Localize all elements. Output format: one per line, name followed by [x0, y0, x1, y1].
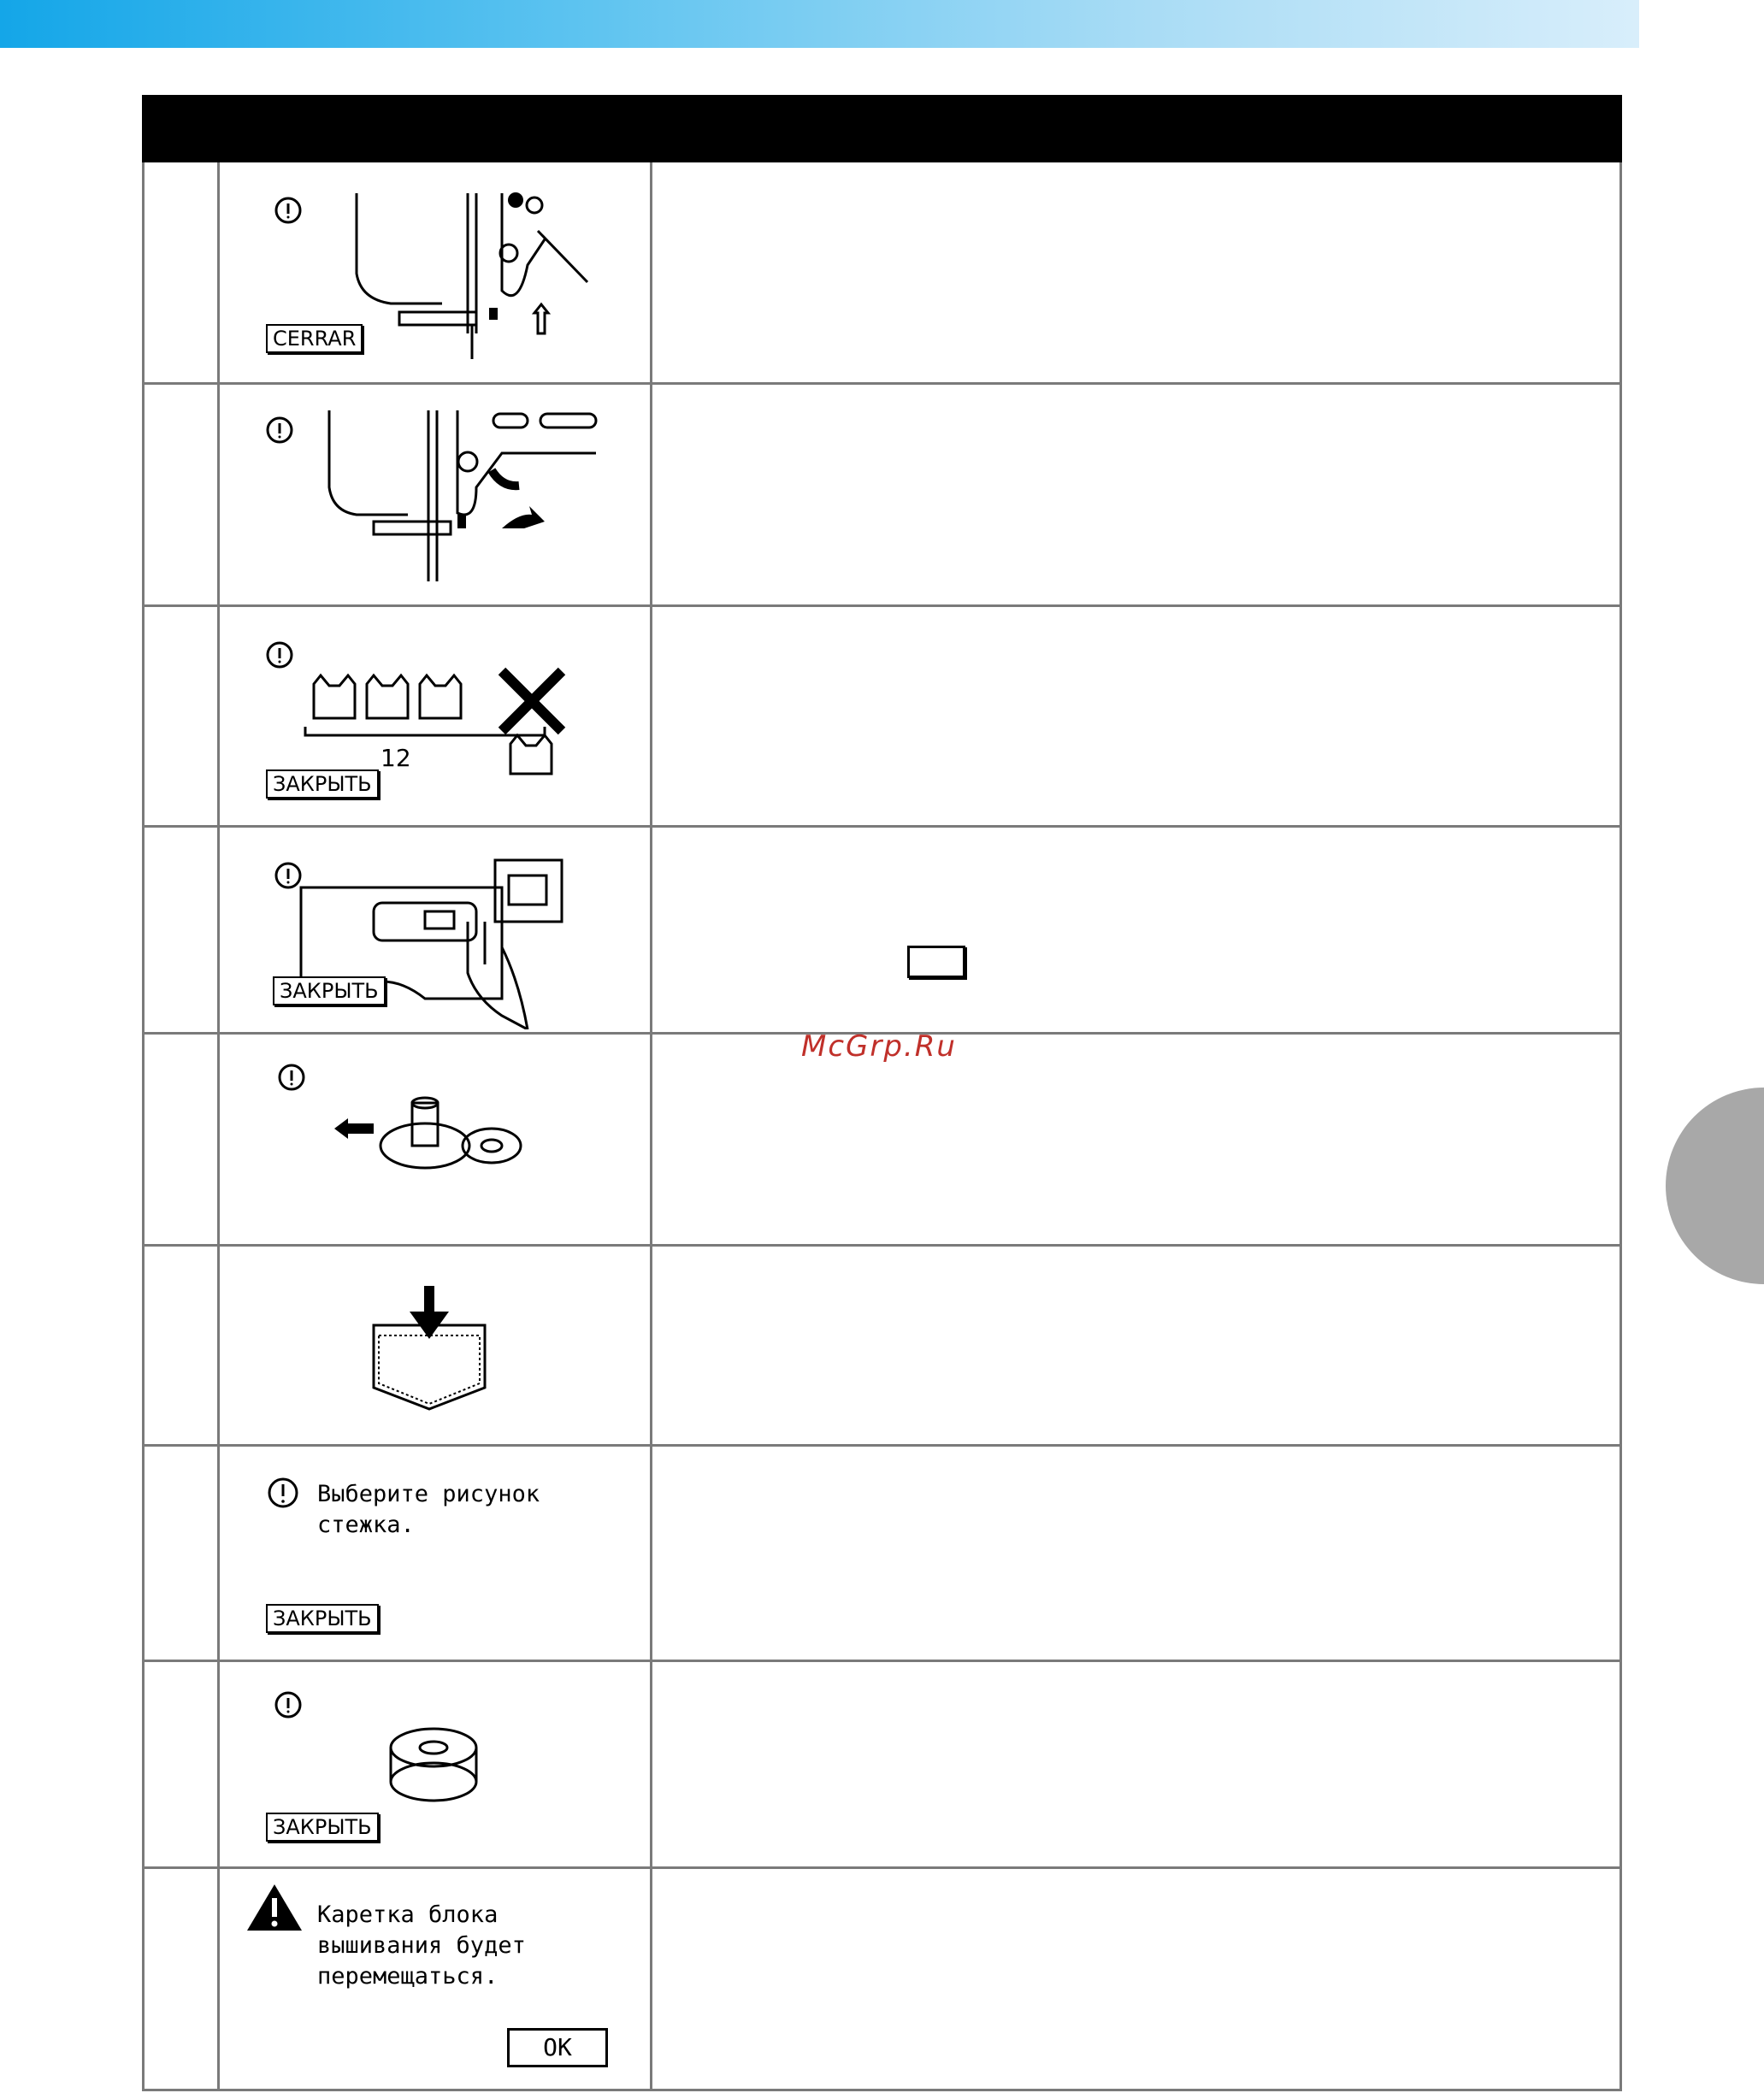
- table-header: [144, 97, 1621, 162]
- pocket-icon: [374, 1286, 485, 1409]
- table-row: [144, 1868, 1621, 2090]
- screen-message: Каретка блока вышивания будет перемещаться.: [317, 1901, 526, 1990]
- chapter-tab: [1666, 1088, 1764, 1284]
- explanation-cell: [652, 1661, 1621, 1868]
- screen-message: Выберите рисунок стежка.: [317, 1481, 540, 1538]
- row-number-cell: [144, 1034, 219, 1246]
- table-row: [144, 162, 1621, 384]
- explanation-cell: [652, 606, 1621, 827]
- header-cell-message: [219, 97, 652, 162]
- explanation-cell: [652, 1246, 1621, 1446]
- watermark: McGrp.Ru: [801, 1029, 957, 1064]
- table-row: [144, 1661, 1621, 1868]
- table-row: [144, 1034, 1621, 1246]
- error-message-table: [142, 95, 1622, 2091]
- screen-cell: [219, 1446, 652, 1661]
- row-number-cell: [144, 1246, 219, 1446]
- close-button[interactable]: ЗАКРЫТЬ: [266, 769, 379, 799]
- close-button[interactable]: ЗАКРЫТЬ: [273, 976, 386, 1005]
- bobbin-icon: [391, 1729, 476, 1801]
- screen-cell: [219, 827, 652, 1034]
- explanation-cell: [652, 162, 1621, 384]
- explanation-cell: [652, 827, 1621, 1034]
- ok-button[interactable]: OK: [507, 2028, 608, 2067]
- top-color-bar: [0, 0, 1639, 48]
- row-number-cell: [144, 606, 219, 827]
- screen-cell: [219, 1246, 652, 1446]
- row-number-cell: [144, 1446, 219, 1661]
- pattern-count-label: 12: [381, 744, 411, 772]
- row-number-cell: [144, 162, 219, 384]
- table-row: [144, 827, 1621, 1034]
- table-row: [144, 1446, 1621, 1661]
- table-row: [144, 1246, 1621, 1446]
- row-number-cell: [144, 384, 219, 606]
- row-number-cell: [144, 1661, 219, 1868]
- table-row: [144, 384, 1621, 606]
- explanation-cell: [652, 1868, 1621, 2090]
- close-button[interactable]: CERRAR: [266, 324, 363, 353]
- close-button[interactable]: ЗАКРЫТЬ: [266, 1604, 379, 1633]
- explanation-cell: [652, 1446, 1621, 1661]
- screen-cell: [219, 1034, 652, 1246]
- presser-foot-lever-down-illustration: [220, 385, 652, 602]
- explanation-cell: [652, 1034, 1621, 1246]
- embroidery-key-icon: [509, 876, 546, 905]
- screen-cell: [219, 1868, 652, 2090]
- screen-cell: [219, 384, 652, 606]
- screen-cell: [219, 162, 652, 384]
- screen-cell: [219, 606, 652, 827]
- row-number-cell: [144, 1868, 219, 2090]
- embroidery-key-icon: [907, 946, 965, 978]
- pocket-illustration: [220, 1247, 652, 1442]
- explanation-cell: [652, 384, 1621, 606]
- header-cell-number: [144, 97, 219, 162]
- close-button[interactable]: ЗАКРЫТЬ: [266, 1813, 379, 1842]
- screen-cell: [219, 1661, 652, 1868]
- header-cell-explanation: [652, 97, 1621, 162]
- row-number-cell: [144, 827, 219, 1034]
- table-row: [144, 606, 1621, 827]
- bobbin-winder-illustration: [220, 1035, 652, 1241]
